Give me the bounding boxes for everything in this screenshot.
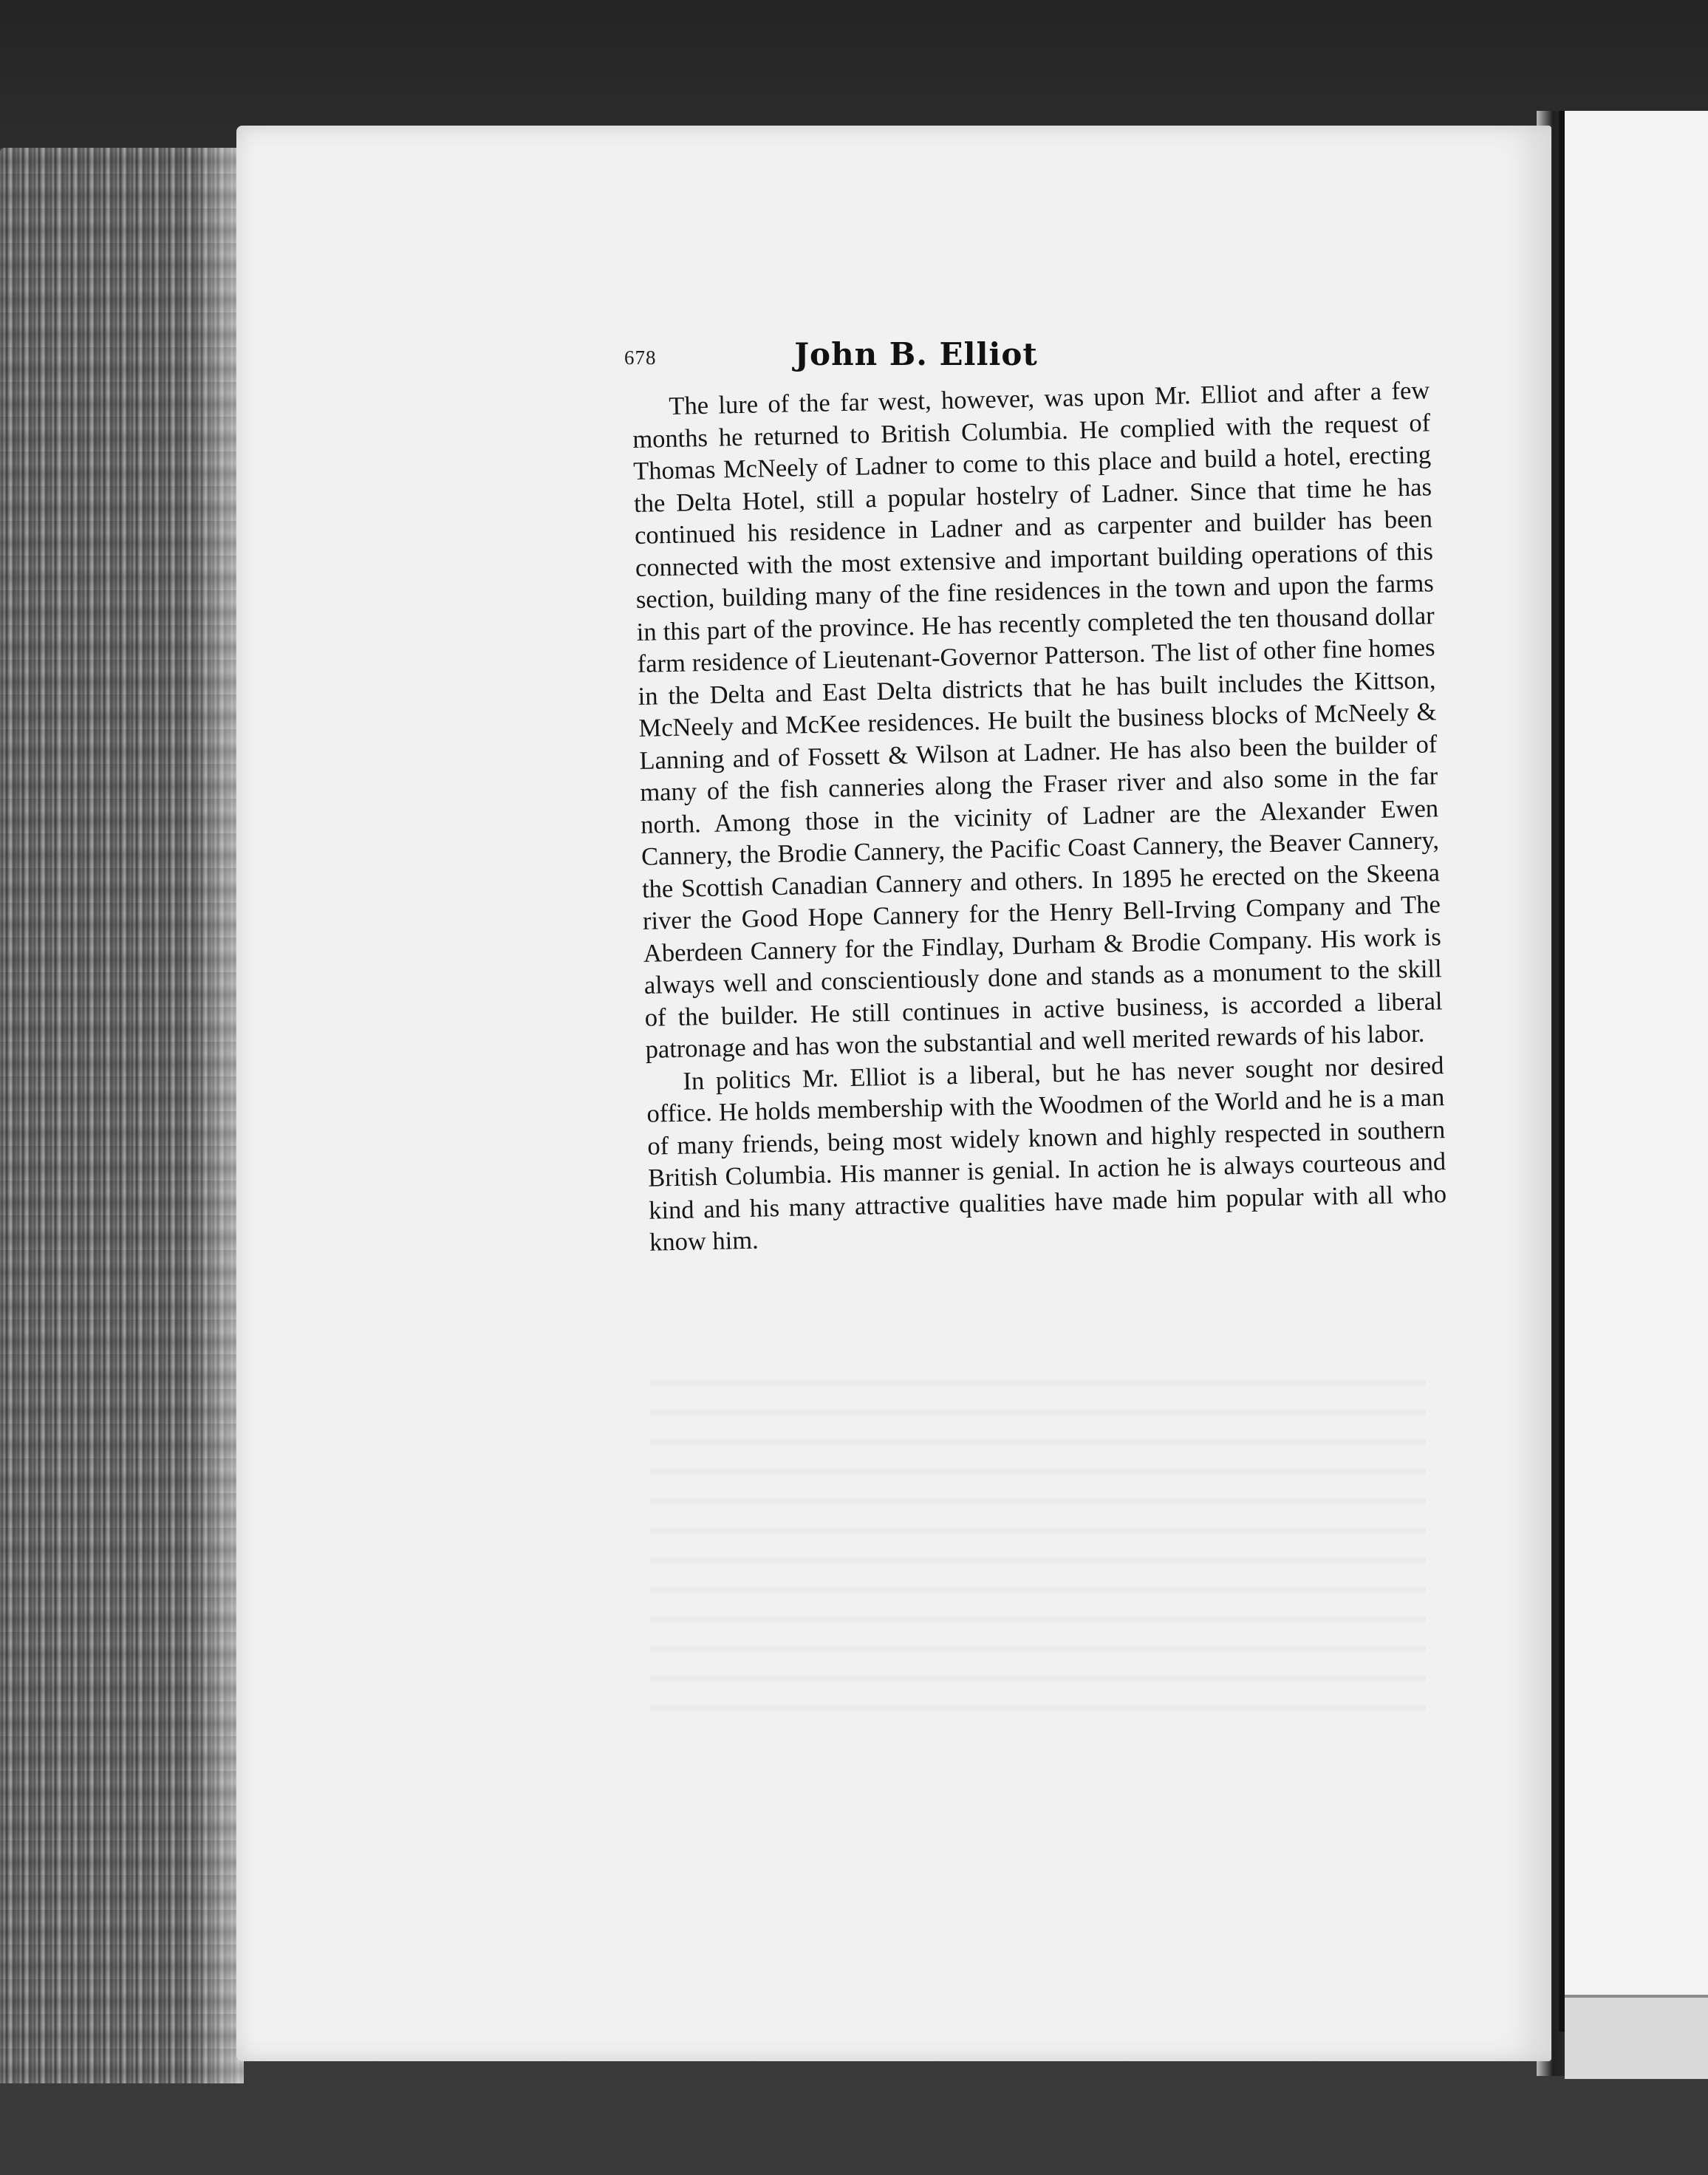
show-through-text <box>650 1359 1426 1729</box>
facing-page <box>1559 111 1708 2032</box>
page-number: 678 <box>624 346 657 369</box>
body-text <box>632 375 1447 1259</box>
running-title: John B. Elliot <box>794 336 1038 372</box>
facing-page-edge <box>1565 1995 1708 2079</box>
running-header <box>624 336 1112 380</box>
book-page-edges <box>0 148 244 2083</box>
paragraph: In politics Mr. Elliot is a liberal, but he has never sought nor desired office. He holds membership with the Woodmen of the World and he is a man of many friends, being most widely known and highly respected in southern British Columbia. His manner is genial. In action he is always courteous and kind and his many attractive qualities have made him popular with all who know him. <box>646 1051 1447 1257</box>
paragraph: The lure of the far west, however, was upon Mr. Elliot and after a few months he returned to British Columbia. He complied with the request of Thomas McNeely of Ladner to come to this place and build a hotel, erecting the Delta Hotel, still a popular hostelry of Ladner. Since that time he has continued his residence in Ladner and as carpenter and builder has been connected with the most extensive and important building operations of this section, building many of the fine residences in the town and upon the farms in this part of the province. He has recently completed the ten thousand dollar farm residence of Lieutenant-Governor Patterson. The list of other fine homes in the Delta and East Delta districts that he has built includes the Kittson, McNeely and McKee residences. He built the business blocks of McNeely & Lanning and of Fossett & Wilson at Ladner. He has also been the builder of many of the fish canneries along the Fraser river and also some in the far north. Among those in the vicinity of Ladner are the Alexander Ewen Cannery, the Brodie Cannery, the Pacific Coast Cannery, the Beaver Cannery, the Scottish Canadian Cannery and others. In 1895 he erected on the Skeena river the Good Hope Cannery for the Henry Bell-Irving Company and The Aberdeen Cannery for the Findlay, Durham & Brodie Company. His work is always well and conscientiously done and stands as a monument to the skill of the builder. He still continues in active business, is accorded a liberal patronage and has won the substantial and well merited rewards of his labor. <box>632 376 1443 1064</box>
